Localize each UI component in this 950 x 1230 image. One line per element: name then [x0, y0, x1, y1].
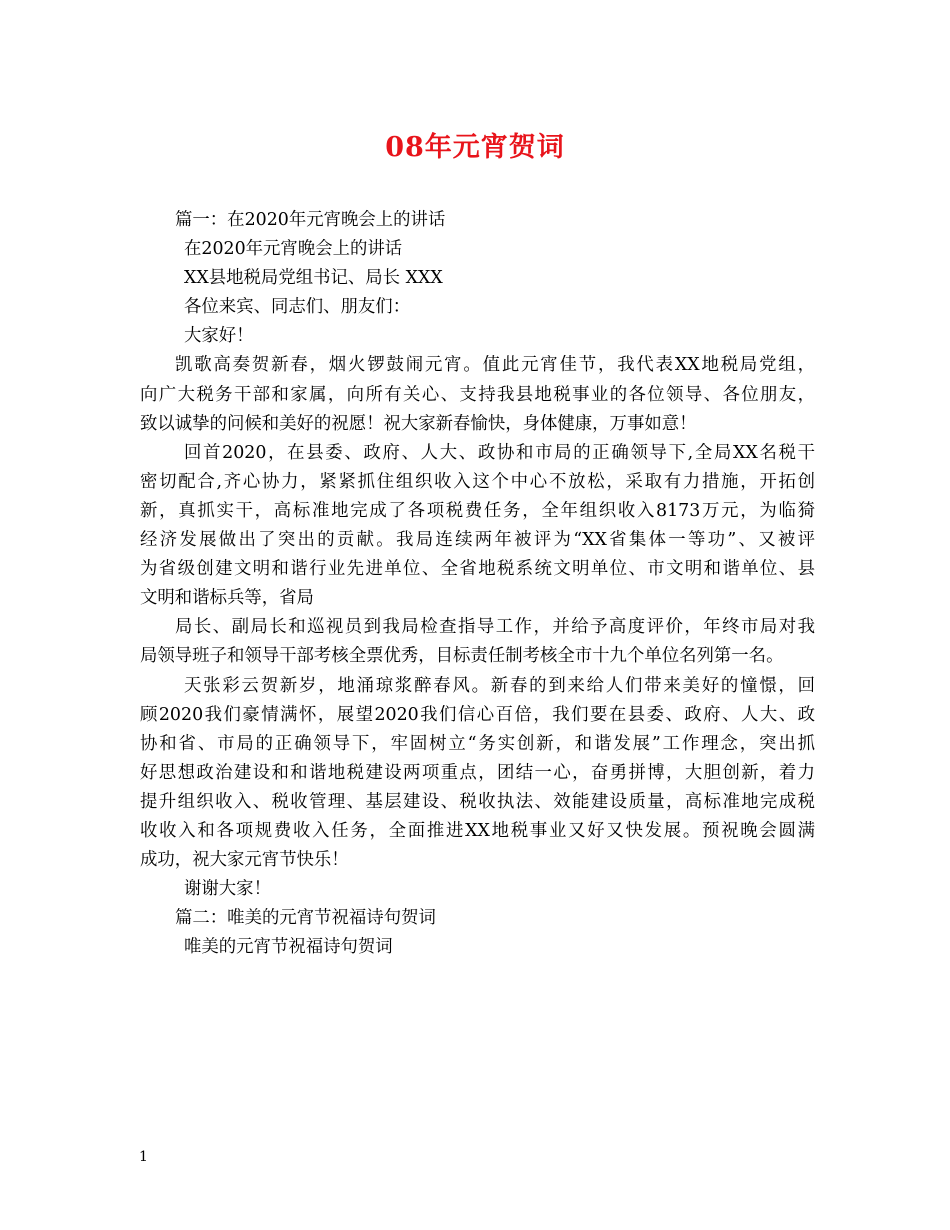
paragraph-line: 局领导班子和领导干部考核全票优秀，目标责任制考核全市十九个单位名列第一名。 [140, 646, 784, 667]
paragraph-line: 好思想政治建设和和谐地税建设两项重点，团结一心，奋勇拼博，大胆创新，着力 [140, 762, 815, 783]
paragraph-line: 天张彩云贺新岁，地涌琼浆醉春风。新春的到来给人们带来美好的憧憬，回 [184, 675, 815, 696]
paragraph-line: 为省级创建文明和谐行业先进单位、全省地税系统文明单位、市文明和谐单位、县 [140, 559, 815, 580]
paragraph-line: 向广大税务干部和家属，向所有关心、支持我县地税事业的各位领导、各位朋友， [140, 384, 815, 405]
section-heading-1: 篇一：在2020年元宵晚会上的讲话 [175, 210, 446, 230]
section-subtitle: 唯美的元宵节祝福诗句贺词 [184, 937, 393, 958]
paragraph-line: 成功，祝大家元宵节快乐！ [140, 850, 349, 871]
paragraph-line: 局长、副局长和巡视员到我局检查指导工作，并给予高度评价，年终市局对我 [175, 617, 815, 638]
paragraph-line: 顾2020我们豪情满怀，展望2020我们信心百倍，我们要在县委、政府、人大、政 [140, 704, 815, 725]
section-heading-2: 篇二：唯美的元宵节祝福诗句贺词 [175, 908, 436, 929]
paragraph-line: 密切配合,齐心协力，紧紧抓住组织收入这个中心不放松，采取有力措施，开拓创 [140, 471, 815, 492]
paragraph-line: 凯歌高奏贺新春，烟火锣鼓闹元宵。值此元宵佳节，我代表XX地税局党组， [175, 355, 815, 376]
greeting: 大家好！ [184, 326, 254, 347]
paragraph-line: 新，真抓实干，高标准地完成了各项税费任务，全年组织收入8173万元，为临猗 [140, 500, 815, 521]
document-title: 08年元宵贺词 [385, 132, 565, 163]
salutation: 各位来宾、同志们、朋友们： [184, 297, 411, 318]
closing-thanks: 谢谢大家！ [184, 879, 271, 900]
paragraph-line: 协和省、市局的正确领导下，牢固树立“务实创新，和谐发展”工作理念，突出抓 [140, 733, 815, 754]
paragraph-line: 提升组织收入、税收管理、基层建设、税收执法、效能建设质量，高标准地完成税 [140, 791, 815, 812]
paragraph-line: 文明和谐标兵等，省局 [140, 588, 314, 609]
speaker-line: XX县地税局党组书记、局长 XXX [184, 268, 443, 289]
paragraph-line: 回首2020，在县委、政府、人大、政协和市局的正确领导下,全局XX名税干 [184, 442, 815, 463]
document-body [140, 206, 815, 962]
paragraph-line: 收收入和各项规费收入任务，全面推进XX地税事业又好又快发展。预祝晚会圆满 [140, 820, 815, 841]
paragraph-line: 致以诚挚的问候和美好的祝愿！祝大家新春愉快，身体健康，万事如意！ [140, 413, 697, 434]
paragraph-line: 经济发展做出了突出的贡献。我局连续两年被评为“XX省集体一等功”、又被评 [140, 530, 815, 551]
speech-title: 在2020年元宵晚会上的讲话 [184, 239, 403, 260]
page-number: 1 [139, 1149, 148, 1165]
